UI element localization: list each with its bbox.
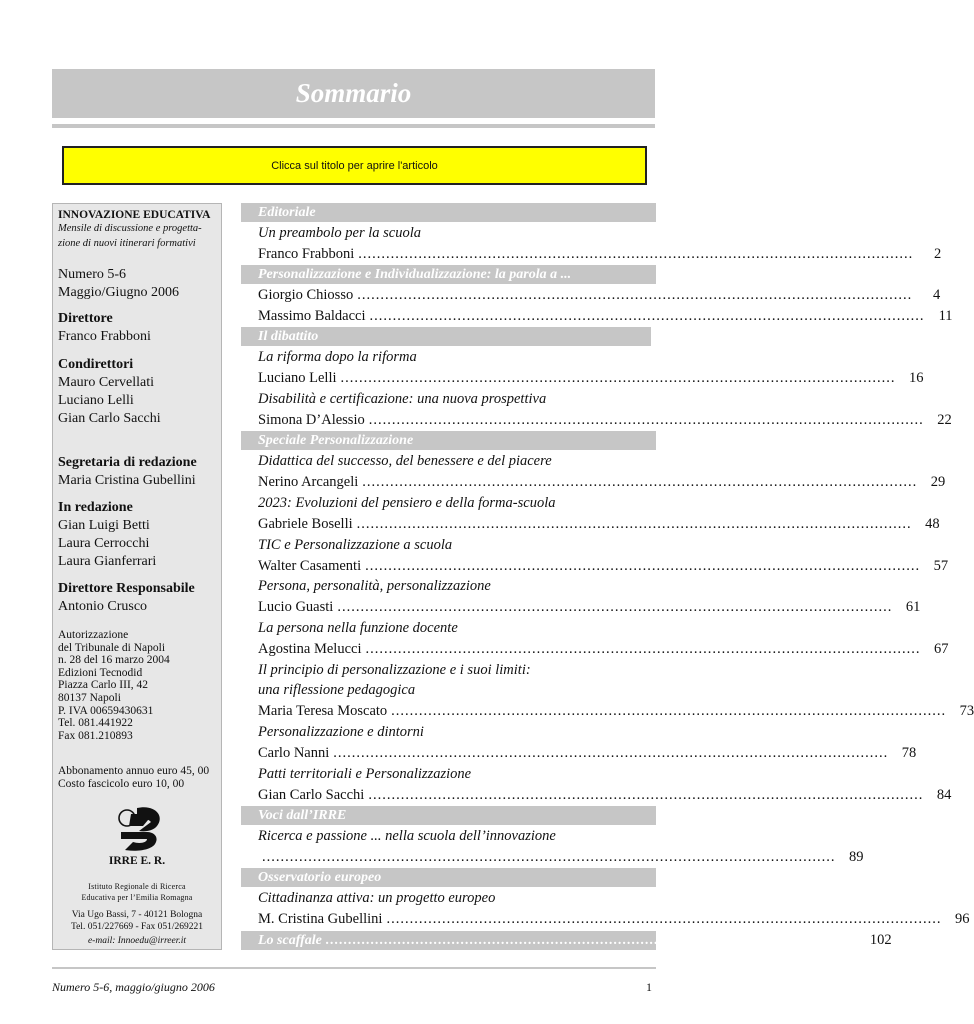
toc-author-row [241, 597, 921, 617]
toc-page: 61 [905, 599, 921, 615]
org-email: e-mail: Innoedu@irreer.it [87, 936, 187, 946]
masthead-sidebar [52, 203, 222, 950]
toc-author[interactable]: Agostina Melucci [258, 641, 362, 657]
toc-page: 4 [932, 287, 941, 303]
toc-section[interactable]: Voci dall’IRRE [241, 806, 656, 825]
toc-leader: ........................................................................................................................ [365, 558, 921, 574]
toc-author-row [241, 909, 970, 929]
toc-article-title[interactable]: La persona nella funzione docente [258, 620, 458, 636]
toc-article-title[interactable]: 2023: Evoluzioni del pensiero e della forma-scuola [258, 495, 556, 511]
legal-line: Autorizzazione [58, 629, 129, 641]
toc-leader: ........................................................................................................................ [356, 516, 912, 532]
toc-author-row [241, 306, 953, 326]
toc-page: 67 [934, 641, 949, 657]
toc-leader: ........................................................................................................................ [357, 287, 913, 303]
toc-page: 73 [959, 703, 974, 719]
toc-section-label: Lo scaffale [258, 933, 322, 948]
journal-subtitle-2: zione di nuovi itinerari formativi [58, 238, 196, 249]
toc-section[interactable]: Personalizzazione e Individualizzazione: la parola a ... [241, 265, 656, 284]
issue-date: Maggio/Giugno 2006 [58, 285, 179, 300]
toc-author[interactable]: Walter Casamenti [258, 558, 362, 574]
toc-author[interactable]: Maria Teresa Moscato [258, 703, 388, 719]
codirector: Luciano Lelli [58, 393, 134, 408]
toc-article-title[interactable]: Didattica del successo, del benessere e del piacere [258, 453, 552, 469]
toc-page: 11 [938, 308, 953, 324]
footer-page-number: 1 [646, 980, 652, 994]
toc-page: 2 [934, 246, 942, 262]
toc-leader: ........................................................................................................................ [362, 474, 918, 490]
toc-page: 78 [901, 745, 917, 761]
toc-page: 96 [954, 911, 970, 927]
codirectors-label: Condirettori [58, 357, 134, 372]
toc-page: 57 [933, 558, 949, 574]
toc-leader: ........................................................................................................................ [340, 370, 896, 386]
toc-author-row [241, 285, 941, 305]
director-name: Franco Frabboni [58, 329, 151, 344]
responsible-name: Antonio Crusco [58, 599, 148, 614]
responsible-label: Direttore Responsabile [58, 581, 195, 596]
legal-line: Edizioni Tecnodid [58, 666, 143, 679]
toc-author-row [241, 556, 949, 576]
footer-rule [52, 967, 656, 969]
footer-issue: Numero 5-6, maggio/giugno 2006 [52, 980, 215, 994]
subscription-line: Abbonamento annuo euro 45, 00 [58, 765, 210, 777]
toc-author-row [241, 472, 946, 492]
toc-article-title[interactable]: Personalizzazione e dintorni [258, 724, 424, 740]
toc-article-title[interactable]: Patti territoriali e Personalizzazione [258, 766, 472, 782]
editor: Laura Gianferrari [58, 554, 157, 569]
org-phone: Tel. 051/227669 - Fax 051/269221 [70, 921, 204, 932]
toc-leader: ........................................................................................................................ [368, 412, 924, 428]
toc-leader: ........................................................................................................................ [391, 703, 947, 719]
editorial-label: In redazione [58, 500, 133, 515]
title-bar [52, 69, 655, 118]
legal-line: Tel. 081.441922 [58, 717, 133, 730]
secretariat-label: Segretaria di redazione [58, 455, 197, 470]
toc-article-title[interactable]: Persona, personalità, personalizzazione [258, 578, 491, 594]
toc-leader: ........................................................................................................................ [358, 246, 914, 262]
org-name: IRRE E. R. [108, 855, 166, 867]
toc-author-row [241, 701, 974, 721]
toc-author-row [241, 847, 864, 867]
org-full-name-1: Istituto Regionale di Ricerca [88, 882, 186, 891]
codirector: Gian Carlo Sacchi [58, 411, 161, 426]
toc-author[interactable]: Luciano Lelli [258, 370, 337, 386]
legal-line: 80137 Napoli [58, 691, 121, 704]
toc-section-last[interactable] [241, 931, 892, 950]
toc-section[interactable]: Osservatorio europeo [241, 868, 656, 887]
toc-section[interactable]: Il dibattito [241, 327, 651, 346]
toc-author[interactable]: Nerino Arcangeli [258, 474, 359, 490]
toc-leader: ........................................................................................................................ [368, 787, 924, 803]
toc-page: 102 [869, 932, 892, 948]
toc-section[interactable]: Speciale Personalizzazione [241, 431, 656, 450]
open-article-notice[interactable]: Clicca sul titolo per aprire l'articolo [62, 146, 647, 185]
toc-author-row [241, 743, 917, 763]
toc-leader: ........................................................................................................................ [333, 745, 889, 761]
toc-article-title[interactable]: una riflessione pedagogica [258, 682, 416, 698]
toc-author-row [241, 785, 952, 805]
irre-logo-icon [107, 802, 167, 854]
toc-page: 16 [909, 370, 924, 386]
toc-author[interactable]: Carlo Nanni [258, 745, 330, 761]
journal-name: INNOVAZIONE EDUCATIVA [58, 209, 211, 221]
legal-line: n. 28 del 16 marzo 2004 [58, 654, 170, 667]
codirector: Mauro Cervellati [58, 375, 155, 390]
journal-subtitle-1: Mensile di discussione e progetta- [58, 223, 202, 234]
toc-leader: ............................................................................................................................ [262, 849, 836, 865]
toc-author[interactable]: Gabriele Boselli [258, 516, 353, 532]
toc-leader: ........................................................................................................................ [365, 641, 921, 657]
title-rule [52, 124, 655, 128]
toc-page: 22 [937, 412, 952, 428]
toc-article-title[interactable]: Disabilità e certificazione: una nuova prospettiva [258, 391, 547, 407]
toc-author-row [241, 639, 949, 659]
editor: Gian Luigi Betti [58, 518, 150, 533]
toc-author[interactable]: Lucio Guasti [258, 599, 334, 615]
director-label: Direttore [58, 311, 113, 326]
toc-author[interactable]: Gian Carlo Sacchi [258, 787, 365, 803]
toc-page: 84 [936, 787, 952, 803]
toc-author[interactable]: Franco Frabboni [258, 246, 355, 262]
legal-line: Piazza Carlo III, 42 [58, 679, 149, 692]
toc-article-title[interactable]: Un preambolo per la scuola [258, 225, 421, 241]
org-address: Via Ugo Bassi, 7 - 40121 Bologna [71, 910, 203, 920]
toc-leader: ........................................................................................................................ [325, 933, 866, 948]
toc-article-title[interactable]: Ricerca e passione ... nella scuola dell’innovazione [258, 828, 556, 844]
toc-page: 89 [849, 849, 864, 865]
org-full-name-2: Educativa per l’Emilia Romagna [81, 893, 193, 902]
toc-author[interactable]: Massimo Baldacci [258, 308, 366, 324]
toc-author-row [241, 410, 952, 430]
subscription-line: Costo fascicolo euro 10, 00 [58, 777, 185, 790]
toc-author[interactable]: M. Cristina Gubellini [258, 911, 383, 927]
page-title: Sommario [295, 78, 412, 108]
toc-author-row [241, 244, 942, 264]
issue-number: Numero 5-6 [58, 267, 127, 282]
toc-author[interactable]: Simona D’Alessio [258, 412, 365, 428]
secretariat-name: Maria Cristina Gubellini [58, 473, 196, 488]
toc-leader: ........................................................................................................................ [337, 599, 893, 615]
toc-page: 48 [925, 516, 940, 532]
legal-line: Fax 081.210893 [58, 729, 133, 742]
toc-article-title[interactable]: Cittadinanza attiva: un progetto europeo [258, 890, 496, 906]
toc-article-title[interactable]: Il principio di personalizzazione e i suoi limiti: [258, 662, 531, 678]
toc-author[interactable]: Giorgio Chiosso [258, 287, 354, 303]
toc-page: 29 [930, 474, 946, 490]
toc-author-row [241, 514, 940, 534]
editor: Laura Cerrocchi [58, 536, 150, 551]
legal-line: del Tribunale di Napoli [58, 641, 166, 654]
toc-article-title[interactable]: TIC e Personalizzazione a scuola [258, 537, 453, 553]
toc-article-title[interactable]: La riforma dopo la riforma [258, 349, 417, 365]
toc-author-row [241, 368, 924, 388]
toc-section[interactable]: Editoriale [241, 203, 656, 222]
toc-leader: ........................................................................................................................ [386, 911, 942, 927]
toc-leader: ........................................................................................................................ [369, 308, 925, 324]
legal-line: P. IVA 00659430631 [58, 704, 154, 717]
